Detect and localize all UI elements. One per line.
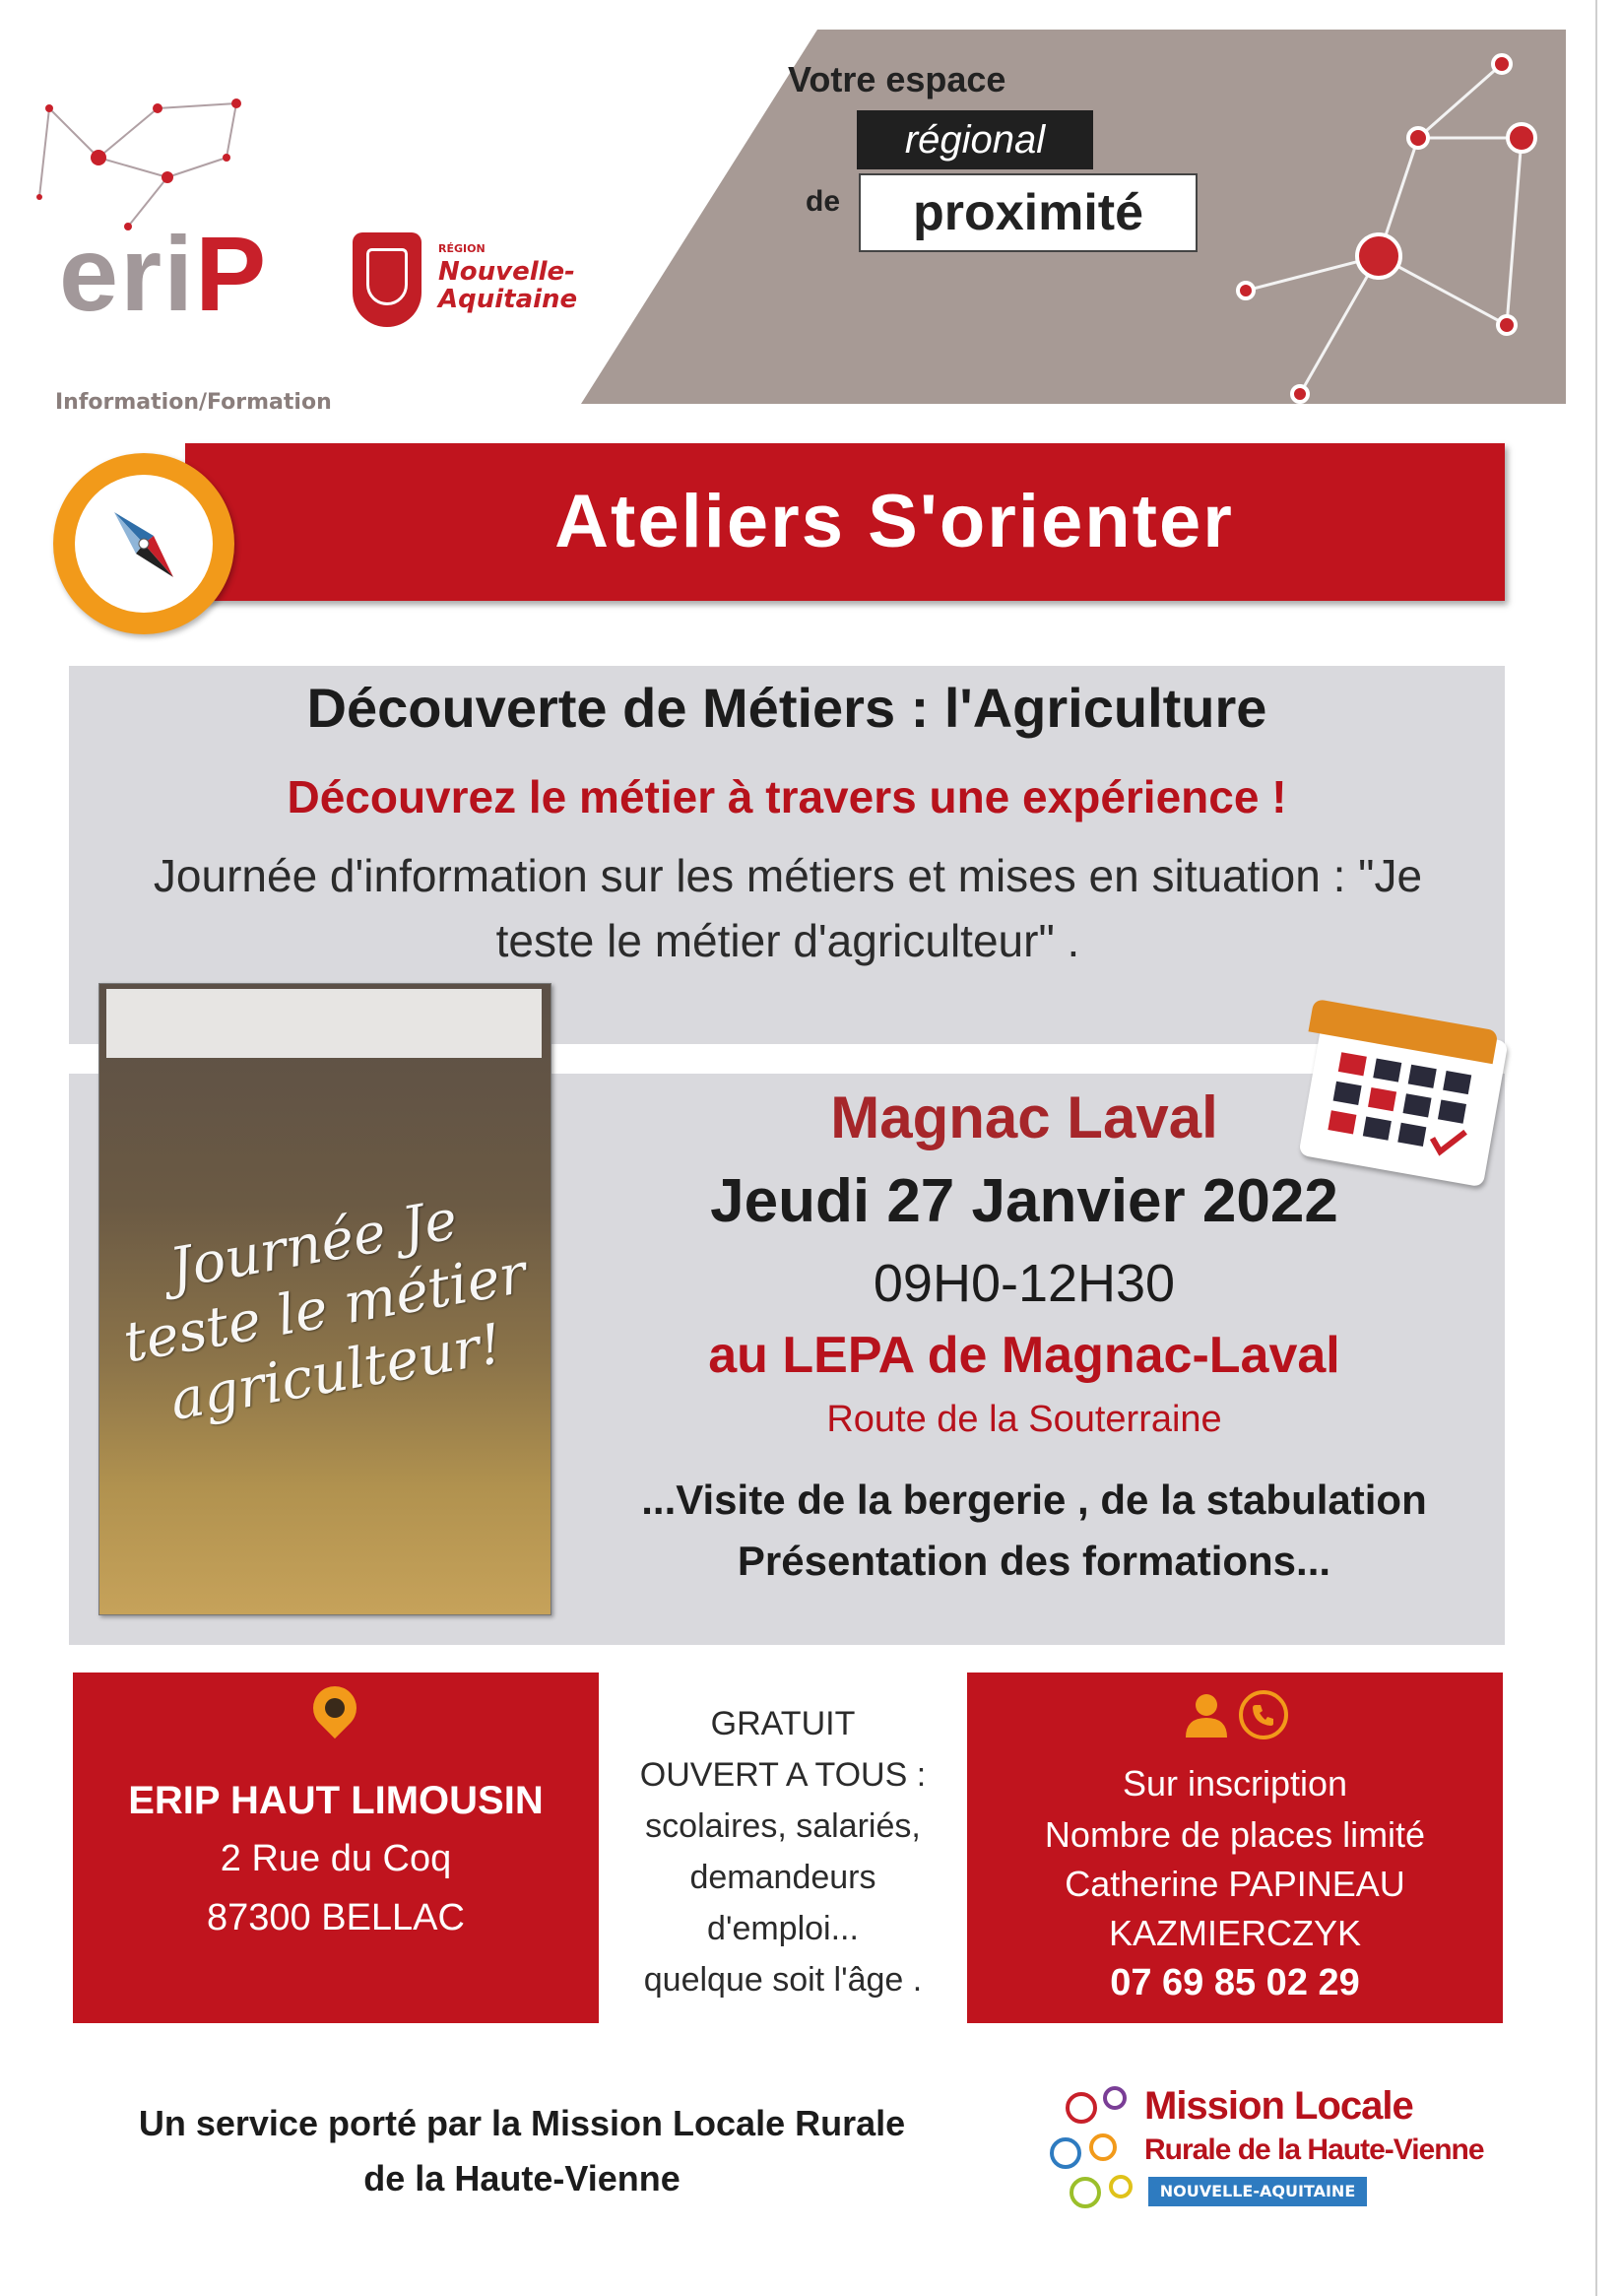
event-venue: au LEPA de Magnac-Laval — [708, 1327, 1340, 1384]
registration-contact-2: KAZMIERCZYK — [1108, 1913, 1362, 1953]
slogan-line1: Votre espace — [788, 59, 1006, 99]
person-icon — [1184, 1692, 1229, 1738]
mission-locale-title: Mission Locale — [1144, 2084, 1413, 2128]
poster-logos-strip — [106, 989, 542, 1058]
phone-handset-icon — [1251, 1702, 1276, 1728]
erip-logo-accent: P — [195, 214, 269, 333]
address-city: 87300 BELLAC — [207, 1897, 465, 1938]
mission-locale-subtitle: Rurale de la Haute-Vienne — [1144, 2133, 1484, 2166]
access-line: OUVERT A TOUS : — [639, 1756, 927, 1794]
registration-line2: Nombre de places limité — [1044, 1814, 1426, 1855]
event-hours: 09H0-12H30 — [873, 1254, 1176, 1313]
registration-phone: 07 69 85 02 29 — [1110, 1962, 1360, 2003]
access-line: GRATUIT — [710, 1705, 856, 1742]
slogan-line3: proximité — [859, 173, 1198, 252]
page-edge-line — [1595, 0, 1597, 2296]
mission-locale-logo-icon — [1042, 2078, 1140, 2216]
event-road: Route de la Souterraine — [826, 1399, 1222, 1440]
access-line: demandeurs — [689, 1859, 876, 1896]
erip-logo-main: eri — [59, 214, 196, 333]
compass-needle-icon — [75, 475, 213, 613]
section-description: Journée d'information sur les métiers et mises en situation : "Je teste le métier d'agriculteur" . — [153, 850, 1423, 966]
slogan-line2: régional — [857, 110, 1093, 169]
event-place: Magnac Laval — [830, 1084, 1218, 1150]
event-date: Jeudi 27 Janvier 2022 — [710, 1167, 1338, 1235]
region-label: RÉGION — [438, 242, 486, 255]
region-name-line2: Aquitaine — [438, 285, 578, 314]
footer-line2: de la Haute-Vienne — [363, 2158, 681, 2198]
mission-locale-region-band: NOUVELLE-AQUITAINE — [1148, 2177, 1367, 2206]
footer-line1: Un service porté par la Mission Locale Rurale — [138, 2103, 906, 2143]
erip-logo — [59, 212, 268, 335]
region-name — [438, 258, 577, 313]
access-line: scolaires, salariés, — [645, 1807, 921, 1845]
event-activities — [561, 1470, 1507, 1592]
access-info — [611, 1698, 955, 2005]
section-subheading: Découvrez le métier à travers une expérience ! — [287, 771, 1287, 822]
address-name: ERIP HAUT LIMOUSIN — [128, 1779, 544, 1822]
event-activity-1: ...Visite de la bergerie , de la stabulation — [641, 1476, 1427, 1523]
location-pin-dot — [325, 1698, 345, 1718]
registration-line1: Sur inscription — [1122, 1763, 1348, 1804]
slogan-prefix: de — [806, 185, 841, 218]
tagline: Information/Formation — [55, 390, 332, 415]
event-activity-2: Présentation des formations... — [737, 1538, 1331, 1584]
page-title: Ateliers S'orienter — [554, 480, 1234, 563]
poster-script-text: Journée Je teste le métier agriculteur! — [118, 1187, 532, 1434]
network-icon — [1133, 30, 1566, 404]
address-street: 2 Rue du Coq — [220, 1838, 452, 1879]
access-line: d'emploi... — [707, 1910, 859, 1947]
access-line: quelque soit l'âge . — [643, 1961, 923, 1999]
footer-credit — [79, 2096, 965, 2206]
section-heading: Découverte de Métiers : l'Agriculture — [306, 677, 1267, 739]
region-name-line1: Nouvelle- — [438, 257, 575, 287]
region-shield-emblem — [366, 248, 408, 305]
registration-contact: Catherine PAPINEAU — [1065, 1864, 1405, 1904]
